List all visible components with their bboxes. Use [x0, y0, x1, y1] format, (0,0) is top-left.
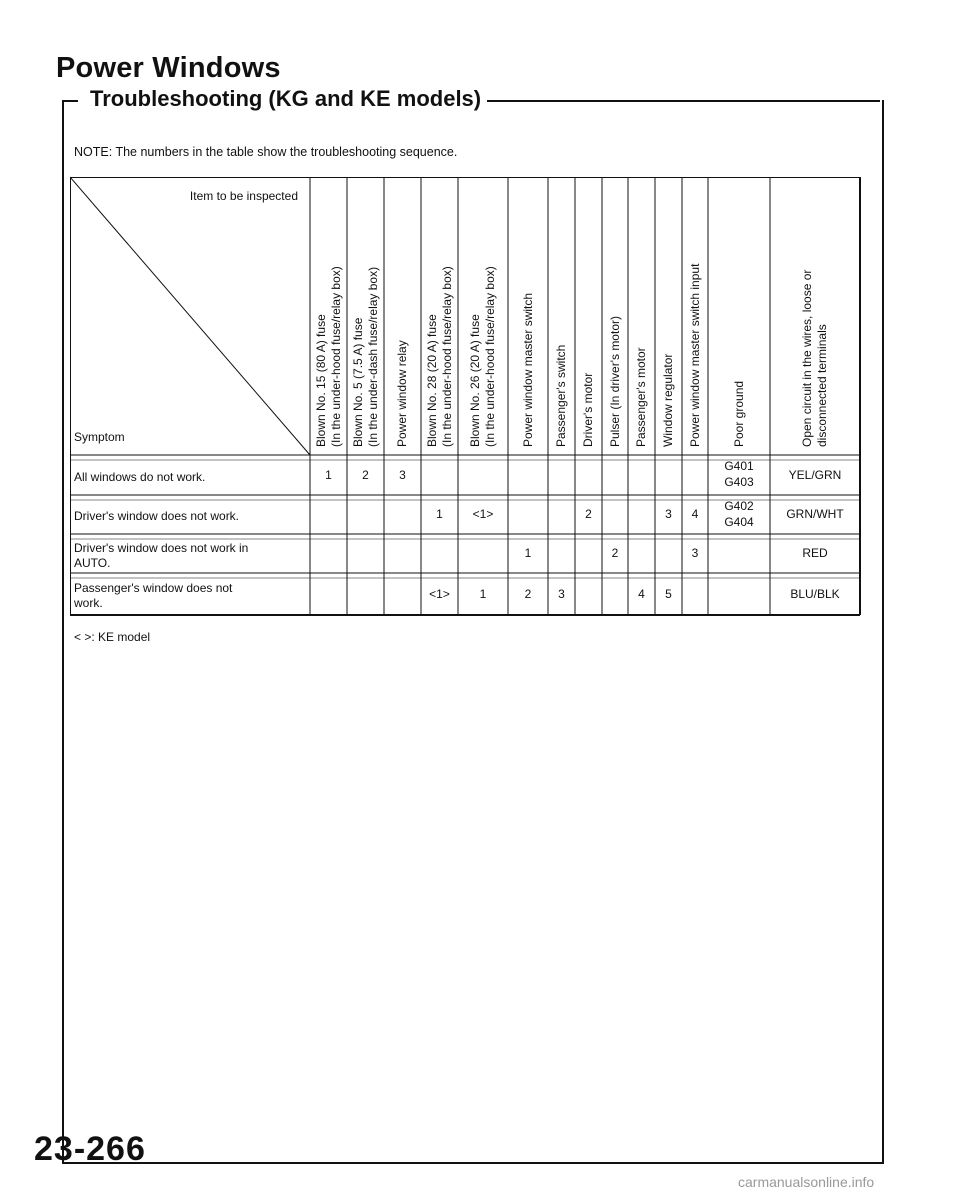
symptom-row-4-line-1: Passenger's window does not	[74, 581, 233, 595]
cell-r3-c6: 1	[524, 546, 532, 560]
column-header-9-line-1: Pulser (In driver's motor)	[607, 316, 622, 447]
cell-r4-c14: BLU/BLK	[790, 586, 840, 601]
column-header-3-line-1: Power window relay	[395, 340, 409, 447]
symptom-row-4-line-2: work.	[74, 596, 103, 610]
column-header-13-line-1: Poor ground	[731, 380, 746, 447]
page-number: 23-266	[34, 1130, 146, 1168]
cell-r3-c14: RED	[802, 546, 828, 560]
cell-r4-c5: 1	[479, 586, 487, 601]
cell-r1-c13-part-2: G403	[724, 475, 754, 489]
column-header-14-line-2: disconnected terminals	[815, 324, 829, 447]
cell-r2-c4: 1	[436, 507, 443, 521]
legend-note: < >: KE model	[74, 630, 151, 644]
cell-r1-c13-part-1: G401	[724, 459, 754, 473]
column-header-1-line-2: (In the under-hood fuse/relay box)	[328, 266, 343, 447]
cell-r1-c3: 3	[399, 467, 406, 482]
cell-r1-c2: 2	[362, 467, 369, 482]
section-title: Troubleshooting (KG and KE models)	[84, 86, 487, 112]
column-header-8-line-1: Driver's motor	[581, 372, 595, 447]
cell-r2-c13-part-2: G404	[724, 514, 754, 529]
page-title: Power Windows	[56, 52, 281, 84]
column-header-2-line-1: Blown No. 5 (7.5 A) fuse	[350, 317, 365, 447]
column-header-4-line-2: (In the under-hood fuse/relay box)	[439, 266, 454, 447]
cell-r2-c5: <1>	[472, 507, 494, 521]
symptom-row-3-line-2: AUTO.	[74, 555, 111, 570]
column-header-7-line-1: Passenger's switch	[554, 344, 568, 447]
cell-r2-c11: 3	[665, 507, 672, 521]
cell-r2-c13-part-1: G402	[724, 498, 754, 513]
column-header-11-line-1: Window regulator	[661, 353, 675, 447]
column-header-10-line-1: Passenger's motor	[634, 347, 648, 447]
symptom-row-1-line-1: All windows do not work.	[74, 469, 206, 484]
symptom-header-label: Symptom	[74, 430, 125, 444]
item-header-label: Item to be inspected	[189, 189, 298, 203]
cell-r3-c12: 3	[691, 546, 699, 560]
note-text: NOTE: The numbers in the table show the troubleshooting sequence.	[74, 145, 458, 159]
cell-r4-c11: 5	[665, 586, 672, 601]
cell-r1-c1: 1	[325, 467, 332, 482]
column-header-5-line-2: (In the under-hood fuse/relay box)	[483, 266, 497, 447]
cell-r4-c7: 3	[558, 586, 565, 601]
cell-r1-c14: YEL/GRN	[788, 467, 842, 482]
watermark: carmanualsonline.info	[738, 1174, 875, 1190]
cell-r4-c4: <1>	[429, 586, 450, 601]
cell-r3-c9: 2	[611, 546, 619, 560]
cell-r2-c12: 4	[691, 507, 699, 521]
column-header-2-line-2: (In the under-dash fuse/relay box)	[365, 266, 380, 447]
cell-r4-c6: 2	[524, 586, 532, 601]
column-header-14-line-1: Open circuit in the wires, loose or	[800, 269, 814, 447]
cell-r2-c14: GRN/WHT	[786, 507, 844, 521]
table-grid	[70, 177, 880, 812]
cell-r4-c10: 4	[638, 586, 645, 601]
cell-r2-c8: 2	[585, 507, 592, 521]
column-header-6-line-1: Power window master switch	[520, 292, 535, 447]
symptom-row-3-line-1: Driver's window does not work in	[74, 540, 249, 555]
troubleshooting-table	[70, 177, 880, 812]
column-header-5-line-1: Blown No. 26 (20 A) fuse	[468, 314, 482, 447]
symptom-row-2-line-1: Driver's window does not work.	[74, 509, 240, 523]
column-header-1-line-1: Blown No. 15 (80 A) fuse	[313, 314, 328, 447]
column-header-4-line-1: Blown No. 28 (20 A) fuse	[424, 314, 439, 447]
column-header-12-line-1: Power window master switch input	[687, 263, 702, 447]
